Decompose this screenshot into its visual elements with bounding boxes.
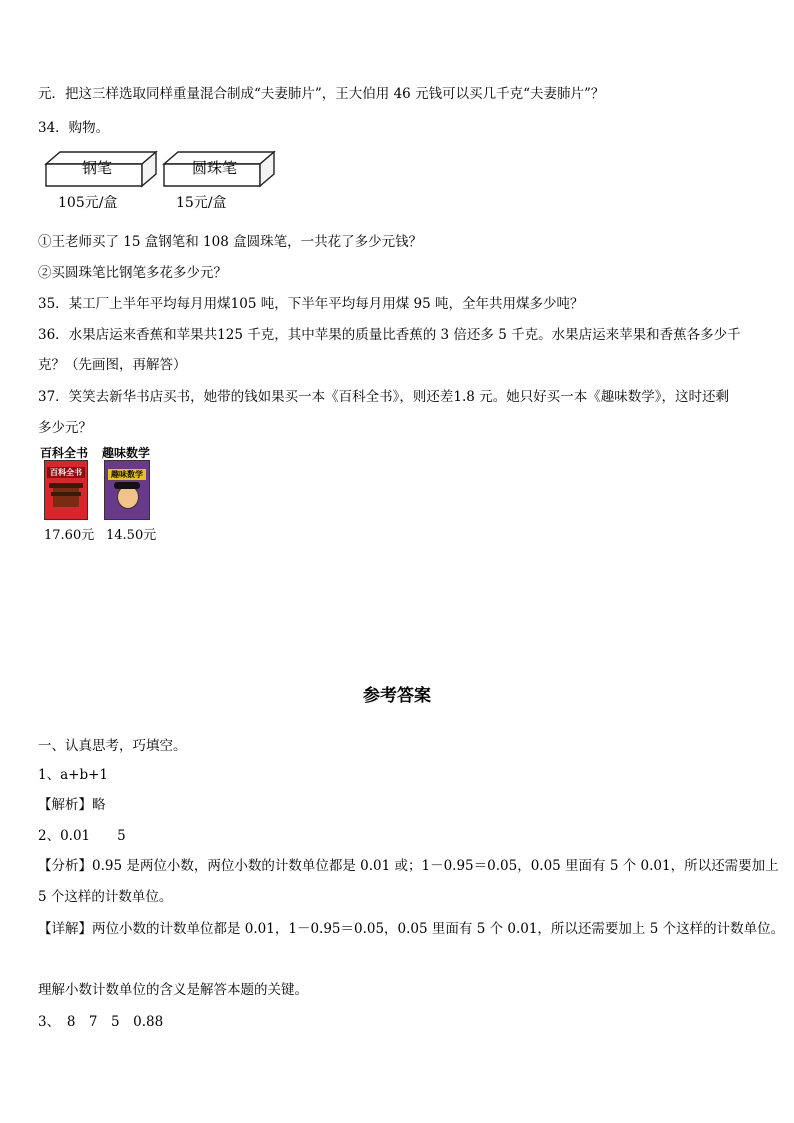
question-36-line1: 36．水果店运来香蕉和苹果共125 千克，其中苹果的质量比香蕉的 3 倍还多 5 千克。水果店运来苹果和香蕉各多少千 [38,327,741,343]
answer-3: 3、 8 7 5 0.88 [38,1014,164,1030]
temple-image-icon [53,483,79,507]
ballpen-box-label: 圆珠笔 [192,159,238,177]
box-graphics [44,150,284,192]
question-34-part2: ②买圆珠笔比钢笔多花多少元？ [38,265,227,281]
question-35: 35．某工厂上半年平均每月用煤105 吨，下半年平均每月用煤 95 吨，全年共用煤多少吨？ [38,296,584,312]
answer-2-analysis-line2: 5 个这样的计数单位。 [38,889,173,905]
answer-2-detail: 【详解】两位小数的计数单位都是 0.01，1－0.95＝0.05，0.05 里面有 5 个 0.01，所以还需要加上 5 个这样的计数单位。 [38,921,785,937]
question-33-tail: 元．把这三样选取同样重量混合制成“夫妻肺片”，王大伯用 46 元钱可以买几千克“夫妻肺片”？ [38,86,605,102]
pen-box-price: 105元/盒 [58,195,118,211]
pen-box-label: 钢笔 [82,159,113,177]
answers-heading: 参考答案 [363,686,431,706]
books-illustration [40,444,170,544]
shopping-box-illustration [44,150,284,212]
fun-math-cover-text: 趣味数学 [108,469,146,480]
encyclopedia-title: 百科全书 [40,446,89,460]
question-37-line2: 多少元？ [38,420,92,436]
answer-2-conclusion: 理解小数计数单位的含义是解答本题的关键。 [38,982,308,998]
question-36-line2: 克？（先画图，再解答） [38,357,187,373]
answer-1-analysis: 【解析】略 [38,797,106,813]
encyclopedia-cover-text: 百科全书 [47,467,85,478]
fun-math-title: 趣味数学 [102,446,151,460]
answer-section-1-title: 一、认真思考，巧填空。 [38,738,187,754]
encyclopedia-cover [44,460,88,520]
question-34-title: 34．购物。 [38,120,110,136]
answer-2-analysis-line1: 【分析】0.95 是两位小数，两位小数的计数单位都是 0.01 或；1－0.95＝0.05，0.05 里面有 5 个 0.01，所以还需要加上 [38,858,779,874]
fun-math-cover [104,460,150,520]
hat-icon [114,482,140,489]
answer-1: 1、a+b+1 [38,767,108,783]
question-34-part1: ①王老师买了 15 盒钢笔和 108 盒圆珠笔，一共花了多少元钱？ [38,234,423,250]
question-37-line1: 37．笑笑去新华书店买书，她带的钱如果买一本《百科全书》，则还差1.8 元。她只好买一本《趣味数学》，这时还剩 [38,389,729,405]
fun-math-price: 14.50元 [106,528,157,543]
ballpen-box-price: 15元/盒 [176,195,227,211]
encyclopedia-price: 17.60元 [44,528,95,543]
answer-2: 2、0.01 5 [38,828,126,844]
